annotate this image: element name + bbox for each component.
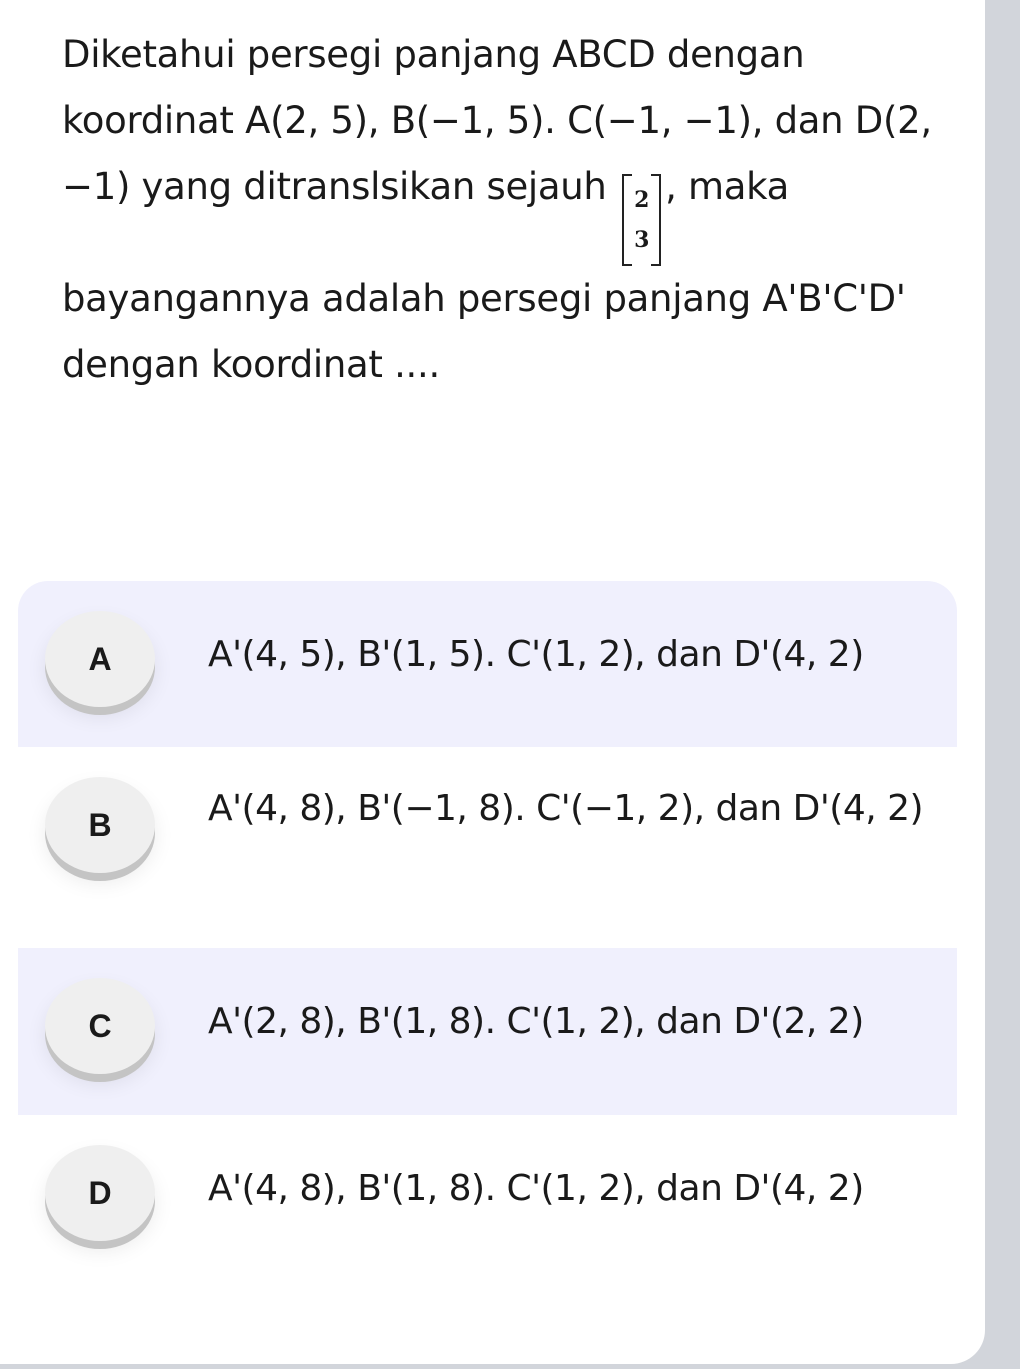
option-a[interactable] (18, 581, 957, 747)
option-b[interactable] (18, 747, 957, 948)
question-text (62, 22, 942, 398)
option-b-text: A'(4, 8), B'(−1, 8). C'(−1, 2), dan D'(4, 2) (208, 788, 924, 829)
option-d-badge: D (45, 1145, 155, 1241)
option-d[interactable] (18, 1115, 957, 1280)
translation-vector (622, 174, 661, 266)
option-b-badge: B (45, 777, 155, 873)
question-line-2: , maka bayangannya adalah persegi panjang A'B'C'D' dengan koordinat .... (62, 165, 906, 386)
option-c-badge: C (45, 978, 155, 1074)
option-d-text: A'(4, 8), B'(1, 8). C'(1, 2), dan D'(4, 2) (208, 1168, 864, 1209)
question-line-1: Diketahui persegi panjang ABCD dengan koordinat A(2, 5), B(−1, 5). C(−1, −1), dan D(2, −1) yang ditranslsikan sejauh (62, 33, 932, 208)
option-a-text: A'(4, 5), B'(1, 5). C'(1, 2), dan D'(4, 2) (208, 634, 864, 675)
vector-y: 3 (634, 227, 650, 253)
option-c[interactable] (18, 948, 957, 1115)
option-a-badge: A (45, 611, 155, 707)
vector-x: 2 (634, 187, 650, 213)
option-c-text: A'(2, 8), B'(1, 8). C'(1, 2), dan D'(2, 2) (208, 1001, 864, 1042)
